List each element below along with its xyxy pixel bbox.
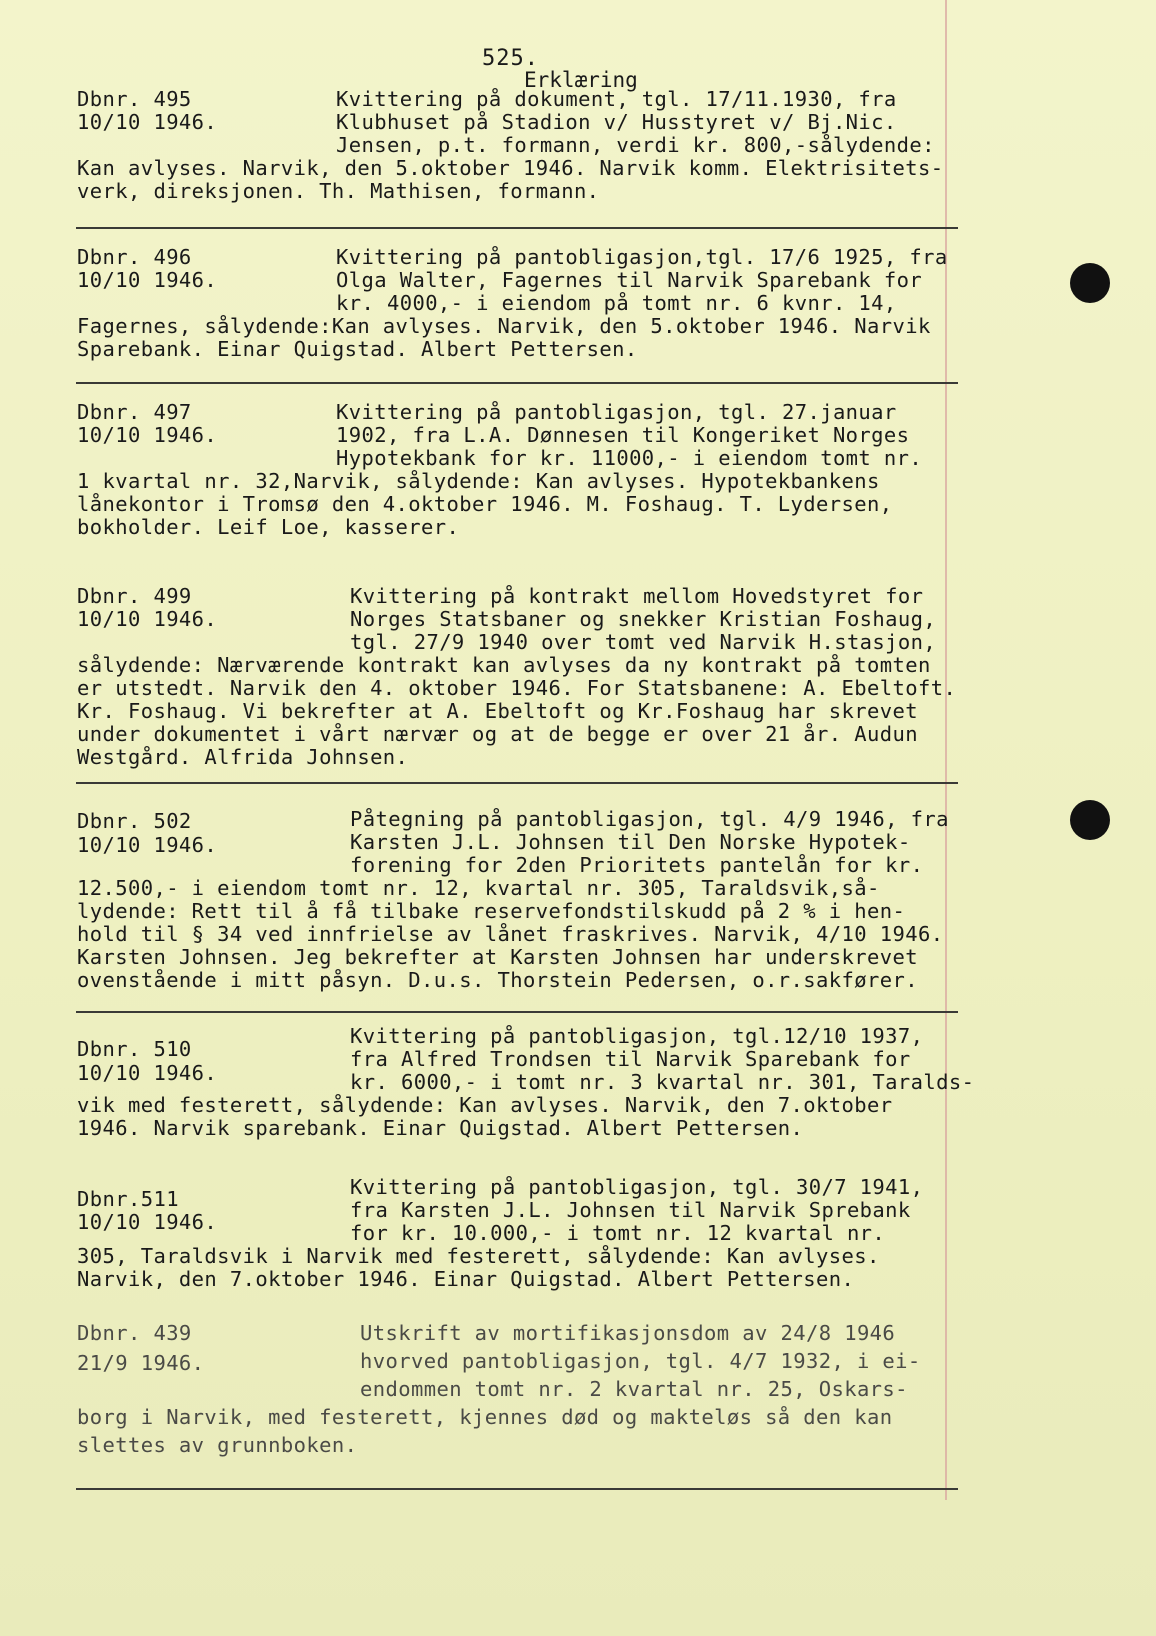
entry-line: sålydende: Nærværende kontrakt kan avlyses da ny kontrakt på tomten — [77, 653, 931, 677]
entry-line: lydende: Rett til å få tilbake reservefondstilskudd på 2 % i hen- — [77, 899, 906, 923]
entry-date: 10/10 1946. — [77, 1061, 218, 1085]
entry-line: ovenstående i mitt påsyn. D.u.s. Thorstein Pedersen, o.r.sakfører. — [77, 968, 918, 992]
entry-line: kr. 6000,- i tomt nr. 3 kvartal nr. 301, Taralds- — [350, 1070, 975, 1094]
entry-ref: Dbnr. 496 — [77, 245, 192, 269]
entry-line: Kr. Foshaug. Vi bekrefter at A. Ebeltoft og Kr.Foshaug har skrevet — [77, 699, 918, 723]
entry-line: Hypotekbank for kr. 11000,- i eiendom tomt nr. — [336, 446, 923, 470]
entry-ref: Dbnr. 502 — [77, 809, 192, 833]
entry-line: Klubhuset på Stadion v/ Husstyret v/ Bj.Nic. — [336, 110, 897, 134]
page-heading: Erklæring — [524, 68, 638, 92]
entry-line: bokholder. Leif Loe, kasserer. — [77, 515, 460, 539]
entry-line: Jensen, p.t. formann, verdi kr. 800,-sålydende: — [336, 133, 935, 157]
entry-line: Sparebank. Einar Quigstad. Albert Pettersen. — [77, 337, 638, 361]
entry-date: 10/10 1946. — [77, 268, 218, 292]
entry-date: 10/10 1946. — [77, 1210, 218, 1234]
entry-date: 10/10 1946. — [77, 833, 218, 857]
entry-date: 10/10 1946. — [77, 607, 218, 631]
entry-line: Westgård. Alfrida Johnsen. — [77, 745, 409, 769]
entry-ref: Dbnr. 495 — [77, 87, 192, 111]
entry-line: hvorved pantobligasjon, tgl. 4/7 1932, i ei- — [360, 1349, 921, 1373]
entry-line: Påtegning på pantobligasjon, tgl. 4/9 1946, fra — [350, 807, 949, 831]
entry-line: fra Alfred Trondsen til Narvik Sparebank for — [350, 1047, 911, 1071]
entry-line: 12.500,- i eiendom tomt nr. 12, kvartal nr. 305, Taraldsvik,så- — [77, 876, 880, 900]
entry-line: slettes av grunnboken. — [77, 1433, 358, 1457]
entry-date: 10/10 1946. — [77, 423, 218, 447]
entry-line: under dokumentet i vårt nærvær og at de begge er over 21 år. Audun — [77, 722, 918, 746]
entry-line: lånekontor i Tromsø den 4.oktober 1946. M. Foshaug. T. Lydersen, — [77, 492, 893, 516]
entry-line: for kr. 10.000,- i tomt nr. 12 kvartal nr. — [350, 1221, 886, 1245]
entry-line: Kvittering på pantobligasjon, tgl.12/10 1937, — [350, 1024, 924, 1048]
entry-line: Karsten J.L. Johnsen til Den Norske Hypotek- — [350, 830, 911, 854]
entry-line: Utskrift av mortifikasjonsdom av 24/8 1946 — [360, 1321, 896, 1345]
entry-line: Olga Walter, Fagernes til Narvik Sparebank for — [336, 268, 923, 292]
entry-line: verk, direksjonen. Th. Mathisen, formann. — [77, 179, 600, 203]
entry-ref: Dbnr.511 — [77, 1187, 179, 1211]
entry-line: Kvittering på pantobligasjon,tgl. 17/6 1925, fra — [336, 245, 948, 269]
entry-line: endommen tomt nr. 2 kvartal nr. 25, Oskars- — [360, 1377, 908, 1401]
entry-ref: Dbnr. 497 — [77, 400, 192, 424]
entry-line: Kvittering på dokument, tgl. 17/11.1930, fra — [336, 87, 897, 111]
entry-line: Narvik, den 7.oktober 1946. Einar Quigstad. Albert Pettersen. — [77, 1267, 855, 1291]
entry-line: Kvittering på kontrakt mellom Hovedstyret for — [350, 584, 924, 608]
entry-line: fra Karsten J.L. Johnsen til Narvik Sprebank — [350, 1198, 911, 1222]
page-number: 525. — [482, 46, 539, 71]
entry-line: Norges Statsbaner og snekker Kristian Foshaug, — [350, 607, 937, 631]
entry-line: hold til § 34 ved innfrielse av lånet fraskrives. Narvik, 4/10 1946. — [77, 922, 944, 946]
entry-line: forening for 2den Prioritets pantelån for kr. — [350, 853, 924, 877]
entry-ref: Dbnr. 510 — [77, 1037, 192, 1061]
entry-date: 10/10 1946. — [77, 110, 218, 134]
entry-ref: Dbnr. 499 — [77, 584, 192, 608]
entry-date: 21/9 1946. — [77, 1351, 205, 1375]
separator-line — [76, 782, 958, 784]
entry-line: Karsten Johnsen. Jeg bekrefter at Karsten Johnsen har underskrevet — [77, 945, 918, 969]
entry-line: vik med festerett, sålydende: Kan avlyses. Narvik, den 7.oktober — [77, 1093, 893, 1117]
entry-line: 1946. Narvik sparebank. Einar Quigstad. Albert Pettersen. — [77, 1116, 804, 1140]
entry-line: Kvittering på pantobligasjon, tgl. 30/7 1941, — [350, 1175, 924, 1199]
entry-line: Fagernes, sålydende:Kan avlyses. Narvik, den 5.oktober 1946. Narvik — [77, 314, 931, 338]
punch-hole-top — [1070, 263, 1110, 303]
entry-line: Kvittering på pantobligasjon, tgl. 27.januar — [336, 400, 897, 424]
separator-line — [76, 382, 958, 384]
entry-line: tgl. 27/9 1940 over tomt ved Narvik H.stasjon, — [350, 630, 937, 654]
entry-line: 1902, fra L.A. Dønnesen til Kongeriket Norges — [336, 423, 910, 447]
separator-line — [76, 227, 958, 229]
entry-line: Kan avlyses. Narvik, den 5.oktober 1946. Narvik komm. Elektrisitets- — [77, 156, 944, 180]
separator-line — [76, 1488, 958, 1490]
entry-line: er utstedt. Narvik den 4. oktober 1946. For Statsbanene: A. Ebeltoft. — [77, 676, 957, 700]
separator-line — [76, 1011, 958, 1013]
punch-hole-bottom — [1070, 800, 1110, 840]
margin-rule — [945, 0, 947, 1500]
entry-line: 305, Taraldsvik i Narvik med festerett, sålydende: Kan avlyses. — [77, 1244, 880, 1268]
entry-ref: Dbnr. 439 — [77, 1321, 192, 1345]
entry-line: kr. 4000,- i eiendom på tomt nr. 6 kvnr. 14, — [336, 291, 897, 315]
entry-line: borg i Narvik, med festerett, kjennes død og makteløs så den kan — [77, 1405, 893, 1429]
entry-line: 1 kvartal nr. 32,Narvik, sålydende: Kan avlyses. Hypotekbankens — [77, 469, 880, 493]
